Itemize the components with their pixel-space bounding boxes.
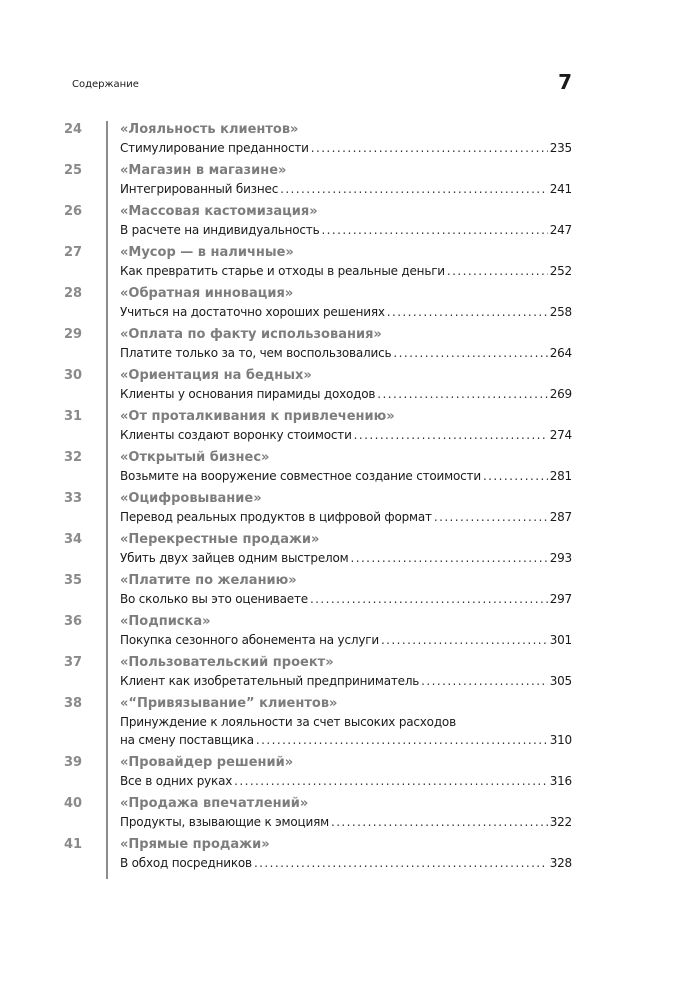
chapter-subtitle: Покупка сезонного абонемента на услуги [120, 633, 379, 647]
chapter-number: 32 [64, 450, 83, 465]
chapter-number: 33 [64, 491, 83, 506]
chapter-subtitle-row [120, 508, 572, 526]
dot-leader [421, 672, 548, 690]
dot-leader [254, 854, 548, 872]
chapter-subtitle: Стимулирование преданности [120, 141, 309, 155]
toc-entry[interactable] [64, 203, 572, 239]
chapter-title: «Ориентация на бедных» [120, 368, 312, 383]
toc-entry[interactable] [64, 654, 572, 690]
chapter-subtitle-row [120, 262, 572, 280]
chapter-subtitle: Во сколько вы это оцениваете [120, 592, 308, 606]
dot-leader [381, 631, 548, 649]
page-reference: 264 [549, 346, 572, 360]
chapter-subtitle: на смену поставщика [120, 733, 254, 747]
dot-leader [280, 180, 548, 198]
chapter-number: 26 [64, 204, 83, 219]
chapter-subtitle: В расчете на индивидуальность [120, 223, 320, 237]
chapter-subtitle: Все в одних руках [120, 774, 233, 788]
toc-entry[interactable] [64, 367, 572, 403]
toc-entry[interactable] [64, 326, 572, 362]
chapter-number: 28 [64, 286, 83, 301]
chapter-subtitle-row [120, 731, 572, 749]
chapter-title: «Платите по желанию» [120, 573, 297, 588]
chapter-title: «Массовая кастомизация» [120, 204, 318, 219]
chapter-number: 37 [64, 655, 83, 670]
page-reference: 293 [549, 551, 572, 565]
dot-leader [434, 508, 548, 526]
chapter-number: 38 [64, 696, 83, 711]
chapter-subtitle-row [120, 180, 572, 198]
page-reference: 328 [549, 856, 572, 870]
toc-entry[interactable] [64, 408, 572, 444]
chapter-subtitle-row [120, 221, 572, 239]
chapter-subtitle: Как превратить старье и отходы в реальные деньги [120, 264, 445, 278]
chapter-subtitle: Интегрированный бизнес [120, 182, 279, 196]
page-reference: 322 [549, 815, 572, 829]
chapter-subtitle: Убить двух зайцев одним выстрелом [120, 551, 349, 565]
chapter-title: «Оцифровывание» [120, 491, 262, 506]
chapter-subtitle-row [120, 772, 572, 790]
dot-leader [483, 467, 548, 485]
chapter-title: «Пользовательский проект» [120, 655, 334, 670]
chapter-subtitle-row [120, 854, 572, 872]
chapter-number: 27 [64, 245, 83, 260]
toc-entry[interactable] [64, 449, 572, 485]
page-reference: 305 [549, 674, 572, 688]
dot-leader [354, 426, 548, 444]
chapter-subtitle-row [120, 549, 572, 567]
toc-entry[interactable] [64, 695, 572, 749]
running-head: Содержание [72, 79, 139, 90]
chapter-title: «Перекрестные продажи» [120, 532, 320, 547]
chapter-subtitle-row [120, 631, 572, 649]
dot-leader [331, 813, 548, 831]
toc-entry[interactable] [64, 795, 572, 831]
chapter-subtitle-row [120, 344, 572, 362]
toc-entry[interactable] [64, 572, 572, 608]
dot-leader [321, 221, 547, 239]
dot-leader [351, 549, 548, 567]
toc-entry[interactable] [64, 162, 572, 198]
chapter-subtitle: Платите только за то, чем воспользовались [120, 346, 392, 360]
chapter-subtitle-line: Принуждение к лояльности за счет высоких расходов [120, 715, 456, 729]
dot-leader [256, 731, 548, 749]
dot-leader [387, 303, 548, 321]
chapter-subtitle-row [120, 467, 572, 485]
chapter-subtitle-row [120, 813, 572, 831]
toc-entry[interactable] [64, 121, 572, 157]
toc-entry[interactable] [64, 244, 572, 280]
page-reference: 274 [549, 428, 572, 442]
toc-entry[interactable] [64, 754, 572, 790]
dot-leader [393, 344, 547, 362]
dot-leader [234, 772, 548, 790]
chapter-subtitle: Клиенты у основания пирамиды доходов [120, 387, 376, 401]
chapter-number: 39 [64, 755, 83, 770]
toc-entry[interactable] [64, 285, 572, 321]
page-reference: 258 [549, 305, 572, 319]
toc-entry[interactable] [64, 490, 572, 526]
chapter-title: «Магазин в магазине» [120, 163, 287, 178]
chapter-subtitle: Клиенты создают воронку стоимости [120, 428, 352, 442]
chapter-number: 29 [64, 327, 83, 342]
chapter-number: 34 [64, 532, 83, 547]
page-reference: 241 [549, 182, 572, 196]
chapter-number: 30 [64, 368, 83, 383]
chapter-title: «Открытый бизнес» [120, 450, 270, 465]
dot-leader [311, 139, 548, 157]
chapter-subtitle: Перевод реальных продуктов в цифровой формат [120, 510, 432, 524]
page-reference: 281 [549, 469, 572, 483]
chapter-title: «Обратная инновация» [120, 286, 294, 301]
chapter-subtitle-row [120, 426, 572, 444]
chapter-title: «Мусор — в наличные» [120, 245, 294, 260]
page-reference: 252 [549, 264, 572, 278]
chapter-title: «Продажа впечатлений» [120, 796, 309, 811]
page-reference: 297 [549, 592, 572, 606]
chapter-subtitle: Возьмите на вооружение совместное создание стоимости [120, 469, 481, 483]
chapter-subtitle-row [120, 385, 572, 403]
chapter-subtitle: Учиться на достаточно хороших решениях [120, 305, 385, 319]
chapter-number: 31 [64, 409, 83, 424]
chapter-title: «Подписка» [120, 614, 211, 629]
chapter-number: 36 [64, 614, 83, 629]
chapter-number: 41 [64, 837, 83, 852]
page-reference: 316 [549, 774, 572, 788]
chapter-subtitle: В обход посредников [120, 856, 252, 870]
chapter-title: «От проталкивания к привлечению» [120, 409, 395, 424]
dot-leader [310, 590, 548, 608]
toc-entry[interactable] [64, 836, 572, 872]
page-reference: 247 [549, 223, 572, 237]
chapter-number: 35 [64, 573, 83, 588]
chapter-number: 40 [64, 796, 83, 811]
toc-entry[interactable] [64, 613, 572, 649]
chapter-title: «“Привязывание” клиентов» [120, 696, 338, 711]
chapter-title: «Лояльность клиентов» [120, 122, 299, 137]
dot-leader [447, 262, 548, 280]
chapter-subtitle-row [120, 590, 572, 608]
page-reference: 301 [549, 633, 572, 647]
chapter-title: «Прямые продажи» [120, 837, 270, 852]
dot-leader [377, 385, 547, 403]
chapter-subtitle-row [120, 139, 572, 157]
chapter-subtitle: Продукты, взывающие к эмоциям [120, 815, 329, 829]
page-reference: 287 [549, 510, 572, 524]
chapter-subtitle-row [120, 303, 572, 321]
toc-entry[interactable] [64, 531, 572, 567]
chapter-subtitle: Клиент как изобретательный предприниматель [120, 674, 420, 688]
page-reference: 269 [549, 387, 572, 401]
page-reference: 235 [549, 141, 572, 155]
chapter-number: 24 [64, 122, 83, 137]
chapter-number: 25 [64, 163, 83, 178]
table-of-contents [64, 121, 572, 877]
page-number: 7 [558, 70, 572, 94]
page-reference: 310 [549, 733, 572, 747]
chapter-title: «Оплата по факту использования» [120, 327, 382, 342]
chapter-subtitle-row [120, 672, 572, 690]
chapter-title: «Провайдер решений» [120, 755, 294, 770]
